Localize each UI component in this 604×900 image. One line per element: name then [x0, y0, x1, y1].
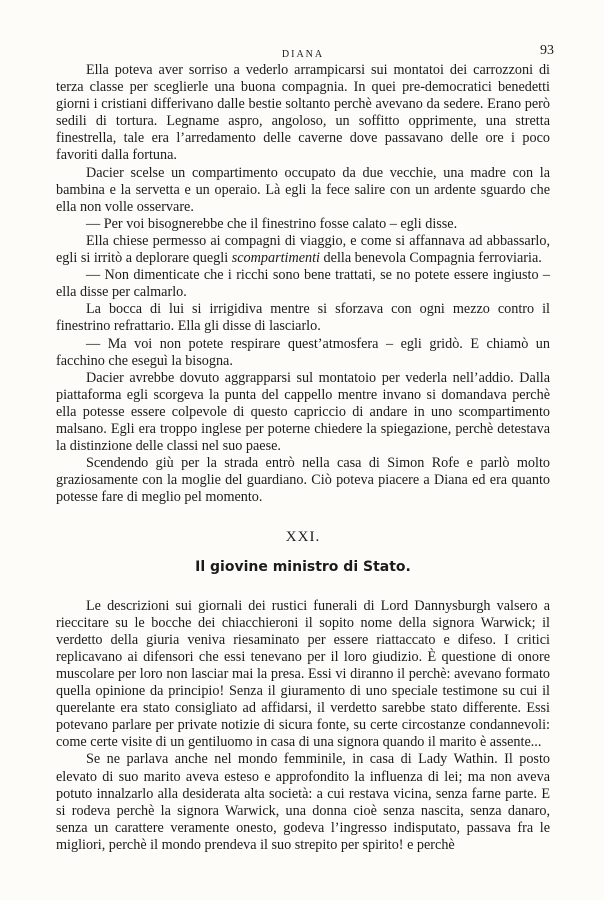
- paragraph: Ella poteva aver sorriso a vederlo arrampicarsi sui montatoi dei carrozzoni di terza classe per sceglierle una buona compagnia. In quei pre-democratici benedetti giorni i cristiani differivano dalle bestie soltanto perchè avevano da sedere. Erano però sedili di tortura. Legname aspro, angoloso, un soffitto opprimente, una stretta finestrella, tale era l’arredamento delle caverne dove passavano delle ore i poco favoriti dalla fortuna.: [56, 62, 550, 164]
- paragraph: — Non dimenticate che i ricchi sono bene trattati, se no potete essere ingiusto – ella disse per calmarlo.: [56, 267, 550, 301]
- paragraph: Dacier scelse un compartimento occupato da due vecchie, una madre con la bambina e la servetta e un operaio. Là egli la fece salire con un ardente sguardo che ella non volle osservare.: [56, 164, 550, 215]
- page-number: 93: [540, 43, 554, 58]
- paragraph: [56, 233, 550, 267]
- chapter-number: XXI.: [285, 529, 321, 546]
- chapter-title: Il giovine ministro di Stato.: [195, 558, 411, 575]
- paragraph: Le descrizioni sui giornali dei rustici funerali di Lord Dannysburgh valsero a rieccitare su le bocche dei chiacchieroni il sopito nome della signora Warwick; il verdetto della giuria veniva riesaminato per essere riattaccato e difeso. I critici replicavano ai difensori che essi tenevano per il loro giudizio. È questione di onore muscolare per loro non lasciar mai la presa. Essi vi diranno il perchè: avevano formato quella opinione da principio! Senza il giuramento di uno speciale testimone su cui il querelante era stato consigliato ad affidarsi, il verdetto sarebbe stato differente. Essi potevano parlare per private notizie di sicura fonte, su certe circostanze condannevoli: come certe visite di un gentiluomo in casa di una signora quando il marito è assente...: [56, 597, 550, 751]
- paragraph-text: della benevola Compagnia ferroviaria.: [320, 250, 542, 267]
- running-head: [56, 40, 554, 62]
- paragraph: Scendendo giù per la strada entrò nella casa di Simon Rofe e parlò molto graziosamente con la moglie del guardiano. Ciò poteva piacere a Diana ed era quanto potesse fare di meglio pel momento.: [56, 455, 550, 506]
- spacer: [56, 576, 550, 598]
- italic-word: scompartimenti: [231, 250, 320, 267]
- paragraph: Dacier avrebbe dovuto aggrapparsi sul montatoio per vederla nell’addio. Dalla piattaforma egli scorgeva la punta del cappello mentre invano si domandava perchè ella potesse essere colpevole di questo capriccio di andare in uno scompartimento malsano. Egli era troppo inglese per poterne chiedere la spiegazione, perchè detestava la distinzione delle classi nel suo paese.: [56, 369, 550, 455]
- paragraph: — Per voi bisognerebbe che il finestrino fosse calato – egli disse.: [86, 215, 458, 232]
- paragraph: La bocca di lui si irrigidiva mentre si sforzava con ogni mezzo contro il finestrino refrattario. Ella gli disse di lasciarlo.: [56, 301, 550, 335]
- paragraph: — Ma voi non potete respirare quest’atmosfera – egli gridò. E chiamò un facchino che eseguì la bisogna.: [56, 335, 550, 369]
- paragraph: Se ne parlava anche nel mondo femminile, in casa di Lady Wathin. Il posto elevato di suo marito aveva esteso e approfondito la influenza di lei; ma non aveva potuto innalzarlo alla desiderata alta società: a cui restava vicina, senza farne parte. E si rodeva perchè la signora Warwick, una donna cioè senza nascita, senza danaro, senza un carattere veramente onesto, godeva l’ingresso indisputato, passava fra le migliori, perchè il mondo prendeva il suo strepito per spirito! e perchè: [56, 751, 550, 853]
- running-title: DIANA: [281, 49, 325, 60]
- book-page: [56, 40, 554, 854]
- paragraph-text: Ella chiese permesso ai compagni di viaggio, e come si affannava ad abbassarlo, egli si irritò a deplorare quegli: [56, 232, 550, 267]
